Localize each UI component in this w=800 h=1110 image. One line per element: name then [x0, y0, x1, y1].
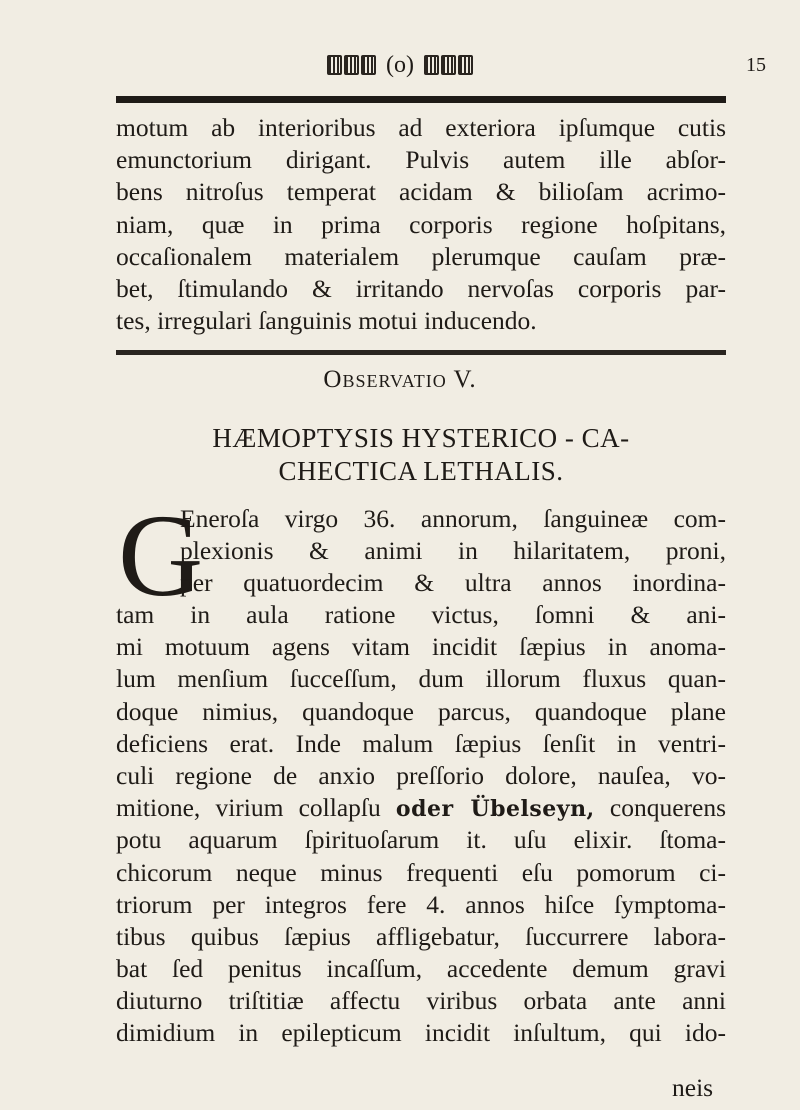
paragraph-2-line: tibus quibus ſæpius affligebatur, ſuccurrere labora-	[116, 921, 726, 951]
top-rule-divider	[116, 96, 726, 103]
paragraph-2-line: dimidium in epilepticum incidit inſultum, qui ido-	[116, 1018, 726, 1048]
observation-title	[0, 366, 800, 394]
paragraph-1-line: occaſionalem materialem plerumque cauſam præ-	[116, 241, 726, 271]
paragraph-1-line: bens nitroſus temperat acidam & bilioſam acrimo-	[116, 177, 726, 207]
header-ornament-label: (o)	[386, 51, 414, 78]
paragraph-2-line: doque nimius, quandoque parcus, quandoque plane	[116, 696, 726, 726]
paragraph-2-line: bat ſed penitus incaſſum, accedente demum gravi	[116, 954, 726, 984]
right-ornament-icon	[424, 55, 473, 75]
case-heading-line: HÆMOPTYSIS HYSTERICO - CA-	[212, 423, 630, 453]
paragraph-2-line: lum menſium ſucceſſum, dum illorum fluxus quan-	[116, 664, 726, 694]
paragraph-2-line: deficiens erat. Inde malum ſæpius ſenſit in ventri-	[116, 728, 726, 758]
paragraph-1-line: niam, quæ in prima corporis regione hoſpitans,	[116, 209, 726, 239]
paragraph-2-line: Eneroſa virgo 36. annorum, ſanguineæ com-	[180, 504, 726, 533]
page-number: 15	[746, 54, 766, 76]
paragraph-1-line: motum ab interioribus ad exteriora ipſumque cutis	[116, 113, 726, 142]
paragraph-1	[116, 112, 726, 337]
paragraph-2-line: plexionis & animi in hilaritatem, proni,	[180, 536, 726, 565]
paragraph-2-line: per quatuordecim & ultra annos inordina-	[180, 568, 726, 597]
case-heading-line: CHECTICA LETHALIS.	[278, 456, 564, 486]
paragraph-2	[116, 599, 726, 1050]
section-rule-divider	[116, 350, 726, 355]
paragraph-2-line: culi regione de anxio preſſorio dolore, nauſea, vo-	[116, 760, 726, 790]
catchword: neis	[672, 1073, 714, 1102]
observation-label: Observatio	[323, 366, 447, 393]
paragraph-1-line: emunctorium dirigant. Pulvis autem ille abſor-	[116, 145, 726, 175]
paragraph-2-line: chicorum neque minus frequenti eſu pomorum ci-	[116, 857, 726, 887]
blackletter-phrase: oder Übelseyn,	[395, 796, 595, 823]
paragraph-2-indented	[180, 503, 726, 599]
paragraph-1-line: bet, ſtimulando & irritando nervoſas corporis par-	[116, 273, 726, 303]
page-header-ornament	[300, 48, 500, 82]
observation-number: V.	[453, 366, 477, 393]
paragraph-2-line: mi motuum agens vitam incidit ſæpius in anoma-	[116, 632, 726, 662]
paragraph-2-line-mixed	[116, 792, 726, 824]
paragraph-2-line: potu aquarum ſpirituoſarum it. uſu elixir. ſtoma-	[116, 825, 726, 855]
paragraph-2-line: tam in aula ratione victus, ſomni & ani-	[116, 600, 726, 629]
paragraph-2-line: diuturno triſtitiæ affectu viribus orbata ante anni	[116, 986, 726, 1016]
paragraph-1-line: tes, irregulari ſanguinis motui inducendo.	[116, 306, 537, 336]
paragraph-2-segment: conquerens	[609, 793, 726, 823]
paragraph-2-segment: mitione, virium collapſu	[116, 793, 381, 823]
paragraph-2-line: triorum per integros fere 4. annos hiſce ſymptoma-	[116, 889, 726, 919]
case-heading	[116, 422, 726, 488]
drop-cap: G	[118, 490, 204, 621]
left-ornament-icon	[327, 55, 376, 75]
